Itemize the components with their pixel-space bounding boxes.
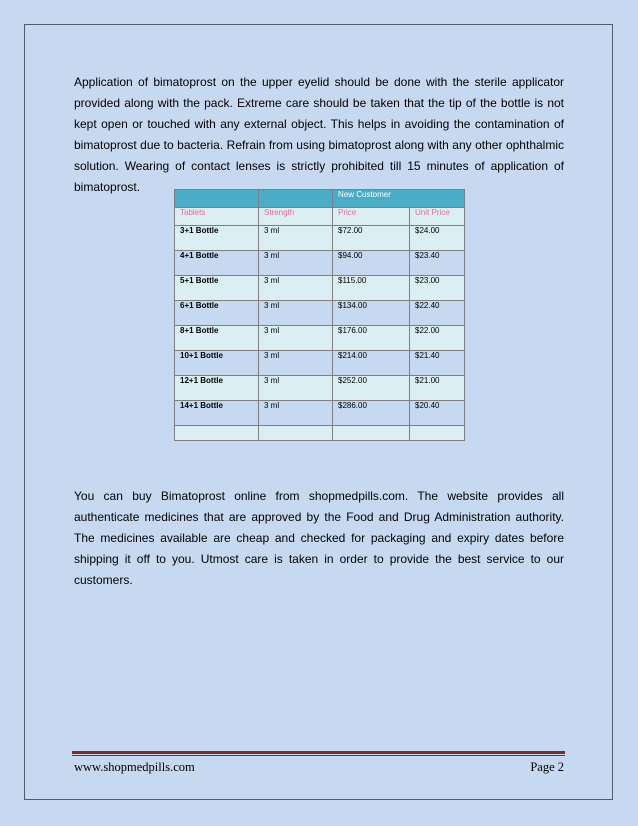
price-cell: $134.00 [333,301,410,326]
column-header-strength: Strength [259,208,333,226]
strength-cell: 3 ml [259,401,333,426]
tablets-cell: 8+1 Bottle [175,326,259,351]
footer-rule [72,751,565,754]
table-row [175,251,465,276]
tablets-cell: 10+1 Bottle [175,351,259,376]
table-column-header-row [175,208,465,226]
price-table [174,189,465,441]
buy-paragraph: You can buy Bimatoprost online from shopmedpills.com. The website provides all authenticate medicines that are approved by the Food and Drug Administration authority. The medicines available are cheap and checked for packaging and expiry dates before shipping it off to you. Utmost care is taken in order to provide the best service to our customers. [74,489,564,587]
price-cell: $252.00 [333,376,410,401]
tablets-cell: 12+1 Bottle [175,376,259,401]
strength-cell: 3 ml [259,276,333,301]
table-row [175,226,465,251]
price-cell: $115.00 [333,276,410,301]
strength-cell: 3 ml [259,326,333,351]
empty-cell [333,426,410,441]
column-header-tablets: Tablets [175,208,259,226]
price-cell: $176.00 [333,326,410,351]
strength-cell: 3 ml [259,351,333,376]
strength-cell: 3 ml [259,226,333,251]
empty-cell [410,426,465,441]
tablets-cell: 4+1 Bottle [175,251,259,276]
unit-price-cell: $23.00 [410,276,465,301]
unit-price-cell: $20.40 [410,401,465,426]
table-empty-row [175,426,465,441]
strength-cell: 3 ml [259,301,333,326]
table-row [175,376,465,401]
table-row [175,301,465,326]
group-header-new-customer: New Customer [333,190,465,208]
unit-price-cell: $22.40 [410,301,465,326]
footer-page-number: Page 2 [530,760,564,774]
footer-rule-thin [72,755,565,756]
header-empty-cell [175,190,259,208]
table-row [175,351,465,376]
footer-website: www.shopmedpills.com [74,760,195,774]
intro-paragraph: Application of bimatoprost on the upper eyelid should be done with the sterile applicator provided along with the pack. Extreme care should be taken that the tip of the bottle is not kept open or touched with any external object. This helps in avoiding the contamination of bimatoprost due to bacteria. Refrain from using bimatoprost along with any other ophthalmic solution. Wearing of contact lenses is strictly prohibited till 15 minutes of application of bimatoprost. [74,75,564,194]
unit-price-cell: $24.00 [410,226,465,251]
empty-cell [175,426,259,441]
price-cell: $94.00 [333,251,410,276]
tablets-cell: 14+1 Bottle [175,401,259,426]
unit-price-cell: $23.40 [410,251,465,276]
unit-price-cell: $22.00 [410,326,465,351]
unit-price-cell: $21.00 [410,376,465,401]
table-row [175,276,465,301]
price-cell: $214.00 [333,351,410,376]
tablets-cell: 5+1 Bottle [175,276,259,301]
header-empty-cell [259,190,333,208]
table-group-header-row [175,190,465,208]
tablets-cell: 3+1 Bottle [175,226,259,251]
price-cell: $286.00 [333,401,410,426]
column-header-price: Price [333,208,410,226]
strength-cell: 3 ml [259,251,333,276]
empty-cell [259,426,333,441]
strength-cell: 3 ml [259,376,333,401]
column-header-unit-price: Unit Price [410,208,465,226]
table-row [175,401,465,426]
unit-price-cell: $21.40 [410,351,465,376]
tablets-cell: 6+1 Bottle [175,301,259,326]
price-cell: $72.00 [333,226,410,251]
table-row [175,326,465,351]
